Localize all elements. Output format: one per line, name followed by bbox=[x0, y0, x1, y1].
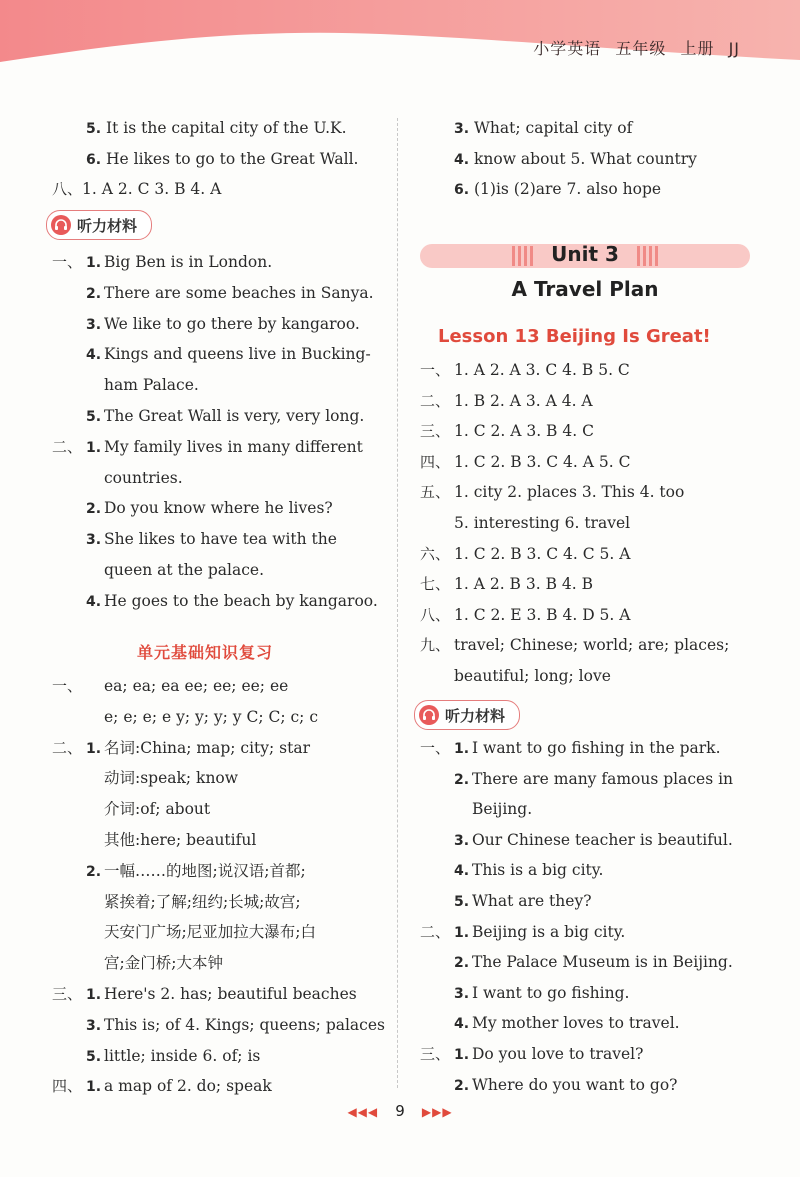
list-item: queen at the palace. bbox=[104, 561, 265, 579]
list-item: 三、 1. Do you love to travel? bbox=[420, 1045, 644, 1063]
list-item: 3. We like to go there by kangaroo. bbox=[86, 314, 360, 333]
list-item: 五、 1. city 2. places 3. This 4. too bbox=[420, 483, 685, 502]
review-section-title: 单元基础知识复习 bbox=[137, 643, 274, 662]
list-item: 一、 1. I want to go fishing in the park. bbox=[420, 739, 721, 757]
list-item: 5. little; inside 6. of; is bbox=[86, 1046, 261, 1065]
answer-line: 5. It is the capital city of the U.K. bbox=[86, 119, 347, 137]
unit-subtitle: A Travel Plan bbox=[511, 277, 659, 301]
answer-line: 6. He likes to go to the Great Wall. bbox=[86, 150, 359, 168]
header-edition: JJ bbox=[728, 39, 740, 58]
answer-line: 3. What; capital city of bbox=[454, 119, 633, 137]
unit-title: Unit 3 bbox=[551, 242, 619, 266]
answer-line: 八、1. A 2. C 3. B 4. A bbox=[52, 180, 222, 198]
list-item: 4. My mother loves to travel. bbox=[454, 1014, 680, 1033]
list-item: 二、 1. Beijing is a big city. bbox=[420, 922, 626, 941]
list-item: 2. The Palace Museum is in Beijing. bbox=[454, 953, 733, 972]
list-item: 七、 1. A 2. B 3. B 4. B bbox=[420, 575, 594, 594]
list-item: 其他:here; beautiful bbox=[104, 831, 257, 849]
header-grade: 五年级 bbox=[615, 39, 667, 58]
list-item: 4. This is a big city. bbox=[454, 861, 604, 880]
list-item: 5. interesting 6. travel bbox=[454, 514, 631, 532]
list-item: 二、 1. B 2. A 3. A 4. A bbox=[420, 391, 593, 410]
listening-material-label: 听力材料 bbox=[414, 700, 520, 730]
right-arrows-icon: ▶▶▶ bbox=[421, 1105, 453, 1119]
list-item: 3. She likes to have tea with the bbox=[86, 530, 337, 549]
list-item: 二、 1. My family lives in many different bbox=[52, 437, 363, 456]
list-item: 4. Kings and queens live in Bucking- bbox=[86, 345, 371, 364]
list-item: 四、 1. a map of 2. do; speak bbox=[52, 1077, 272, 1096]
page-header bbox=[0, 0, 800, 72]
left-arrows-icon: ◀◀◀ bbox=[347, 1105, 379, 1119]
list-item: 2. There are some beaches in Sanya. bbox=[86, 283, 374, 302]
list-item: 六、 1. C 2. B 3. C 4. C 5. A bbox=[420, 544, 631, 563]
list-item: 一、 1. A 2. A 3. C 4. B 5. C bbox=[420, 361, 630, 379]
list-item: countries. bbox=[104, 468, 183, 487]
list-item: 介词:of; about bbox=[104, 800, 211, 819]
list-item: 5. The Great Wall is very, very long. bbox=[86, 407, 365, 425]
list-item: 天安门广场;尼亚加拉大瀑布;白 bbox=[104, 923, 316, 942]
column-divider bbox=[397, 118, 398, 1088]
lesson-title: Lesson 13 Beijing Is Great! bbox=[438, 326, 711, 347]
list-item: 4. He goes to the beach by kangaroo. bbox=[86, 591, 378, 610]
list-item: Beijing. bbox=[472, 800, 533, 819]
answer-line: 6. (1)is (2)are 7. also hope bbox=[454, 180, 662, 198]
list-item: 四、 1. C 2. B 3. C 4. A 5. C bbox=[420, 452, 631, 471]
list-item: 2. Do you know where he lives? bbox=[86, 499, 333, 518]
list-item: 2. There are many famous places in bbox=[454, 769, 734, 788]
list-item: 2. 一幅……的地图;说汉语;首都; bbox=[86, 861, 306, 880]
page-footer bbox=[0, 1101, 800, 1120]
answer-line: 4. know about 5. What country bbox=[454, 150, 697, 168]
list-item: 一、 1. Big Ben is in London. bbox=[52, 253, 273, 271]
list-item: 2. Where do you want to go? bbox=[454, 1075, 678, 1094]
header-subject: 小学英语 bbox=[533, 39, 602, 58]
list-item: 3. I want to go fishing. bbox=[454, 983, 630, 1002]
header-label bbox=[533, 36, 740, 59]
list-item: 紧挨着;了解;纽约;长城;故宫; bbox=[104, 892, 301, 911]
list-item: 三、 1. C 2. A 3. B 4. C bbox=[420, 422, 594, 441]
list-item: 一、 ea; ea; ea ee; ee; ee; ee bbox=[52, 677, 289, 695]
headphones-icon bbox=[51, 215, 71, 235]
list-item: e; e; e; e y; y; y; y C; C; c; c bbox=[104, 707, 318, 726]
list-item: 3. This is; of 4. Kings; queens; palaces bbox=[86, 1015, 385, 1034]
header-volume: 上册 bbox=[680, 39, 715, 58]
page-number: 9 bbox=[395, 1102, 405, 1120]
list-item: 二、 1. 名词:China; map; city; star bbox=[52, 738, 311, 757]
list-item: beautiful; long; love bbox=[454, 667, 611, 685]
list-item: 九、 travel; Chinese; world; are; places; bbox=[420, 636, 730, 655]
list-item: 5. What are they? bbox=[454, 892, 592, 910]
headphones-icon bbox=[419, 705, 439, 725]
listening-material-label: 听力材料 bbox=[46, 210, 152, 240]
list-item: 动词:speak; know bbox=[104, 769, 239, 788]
list-item: 3. Our Chinese teacher is beautiful. bbox=[454, 830, 733, 849]
list-item: 三、 1. Here's 2. has; beautiful beaches bbox=[52, 985, 357, 1003]
list-item: ham Palace. bbox=[104, 376, 199, 395]
list-item: 宫;金门桥;大本钟 bbox=[104, 954, 223, 973]
list-item: 八、 1. C 2. E 3. B 4. D 5. A bbox=[420, 605, 631, 624]
